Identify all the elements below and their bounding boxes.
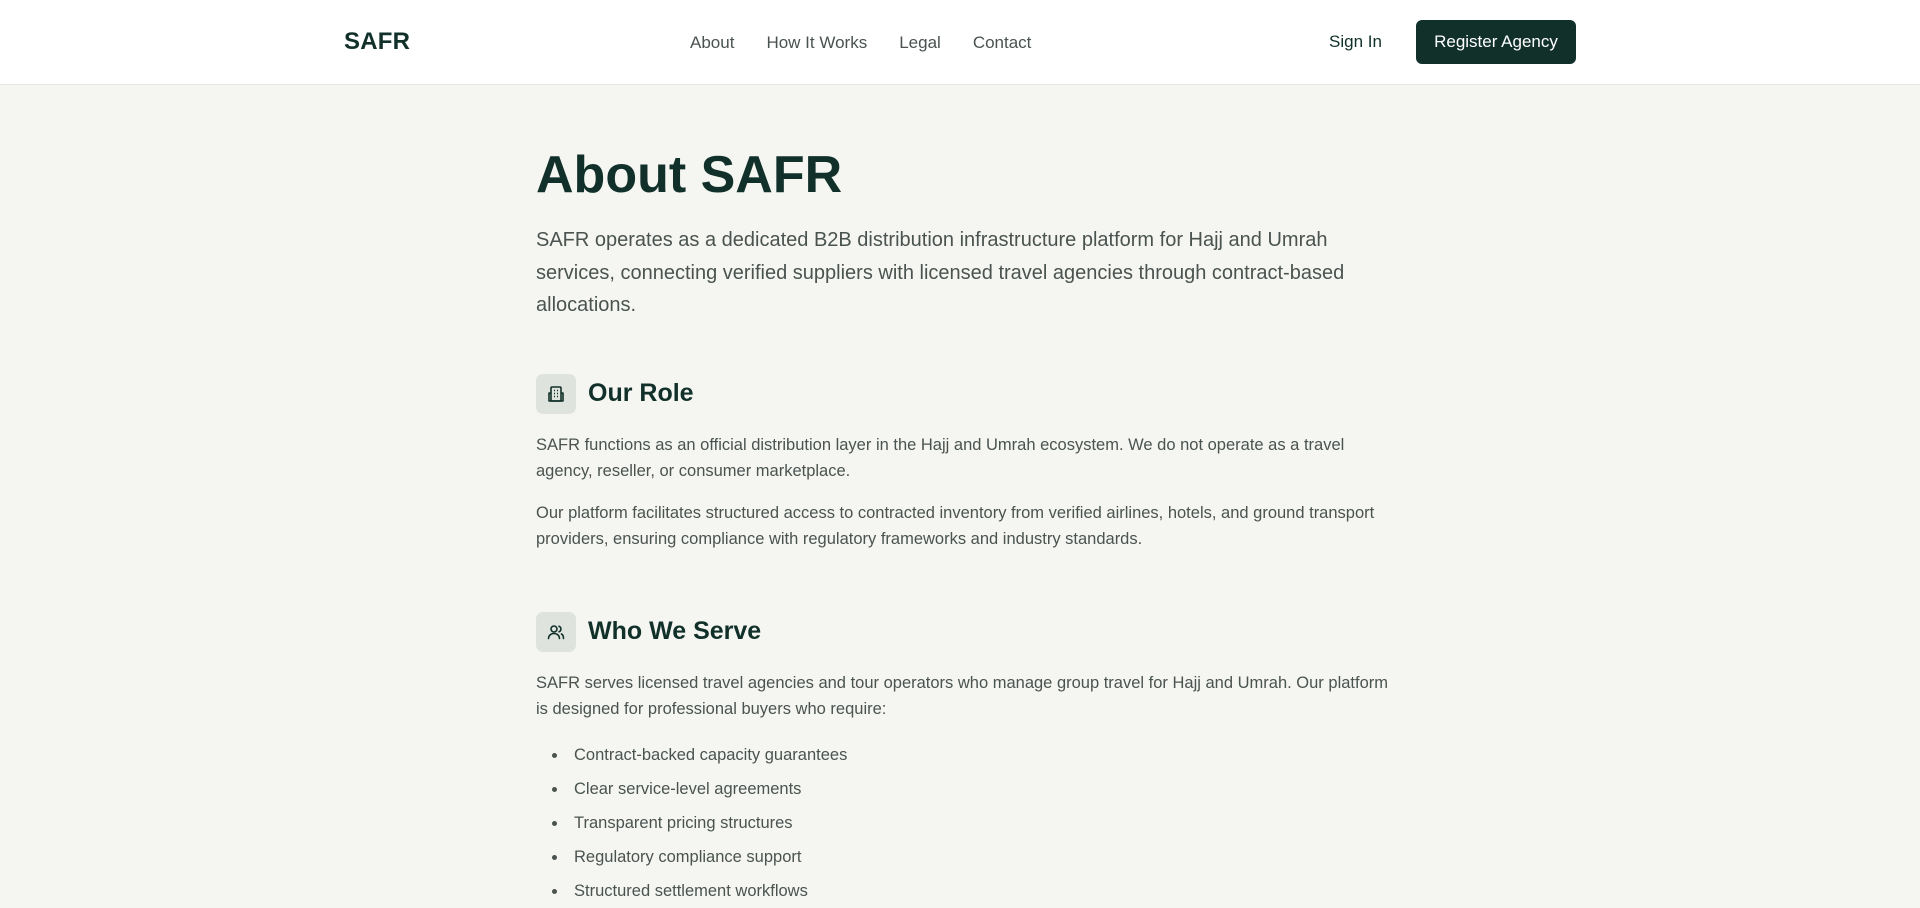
list-item: Clear service-level agreements xyxy=(536,772,1396,806)
list-item: Structured settlement workflows xyxy=(536,874,1396,908)
our-role-section xyxy=(536,374,1396,552)
intro-paragraph: SAFR operates as a dedicated B2B distribution infrastructure platform for Hajj and Umrah services, connecting verified suppliers with licensed travel agencies through contract-based allocations. xyxy=(536,229,1345,316)
nav-link-how-it-works[interactable]: How It Works xyxy=(766,33,868,52)
section-title: Who We Serve xyxy=(588,617,762,645)
nav-link-legal[interactable]: Legal xyxy=(899,33,941,52)
requirements-list xyxy=(536,738,1396,908)
top-navigation-bar xyxy=(0,0,1920,85)
section-header xyxy=(536,612,1396,652)
role-paragraph-1: SAFR functions as an official distribution layer in the Hajj and Umrah ecosystem. We do not operate as a travel agency, reseller, or consumer marketplace. xyxy=(536,435,1345,480)
building-icon xyxy=(536,374,576,414)
serve-paragraph: SAFR serves licensed travel agencies and tour operators who manage group travel for Hajj and Umrah. Our platform is designed for professional buyers who require: xyxy=(536,673,1388,718)
users-icon xyxy=(536,612,576,652)
sign-in-link[interactable]: Sign In xyxy=(1329,32,1382,51)
list-item: Contract-backed capacity guarantees xyxy=(536,738,1396,772)
logo[interactable]: SAFR xyxy=(344,28,411,55)
list-item: Regulatory compliance support xyxy=(536,840,1396,874)
section-header xyxy=(536,374,1396,414)
list-item: Transparent pricing structures xyxy=(536,806,1396,840)
main-nav xyxy=(690,33,1063,53)
who-we-serve-section xyxy=(536,612,1396,908)
role-paragraph-2: Our platform facilitates structured access to contracted inventory from verified airlines, hotels, and ground transport providers, ensuring compliance with regulatory frameworks and industry standards. xyxy=(536,503,1375,548)
page-title: About SAFR xyxy=(536,146,843,204)
register-agency-button[interactable]: Register Agency xyxy=(1416,20,1576,64)
nav-link-about[interactable]: About xyxy=(690,33,735,52)
section-title: Our Role xyxy=(588,379,694,407)
nav-link-contact[interactable]: Contact xyxy=(972,33,1032,52)
main-content xyxy=(536,140,1396,908)
